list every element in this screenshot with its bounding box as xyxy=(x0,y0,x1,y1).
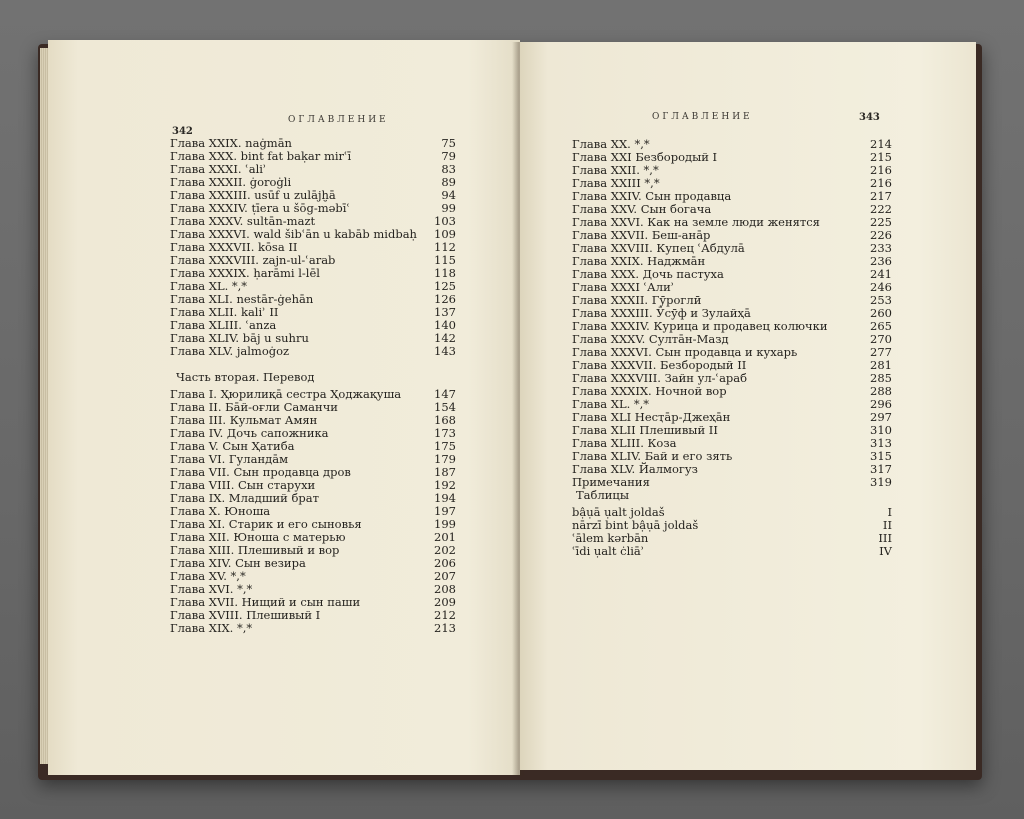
running-head: ОГЛАВЛЕНИЕ xyxy=(652,112,753,122)
entry-page: 216 xyxy=(870,163,892,177)
entry-title: Глава XII. Юноша с матерью xyxy=(170,530,346,544)
entry-page: 154 xyxy=(434,400,456,414)
entry-title: Глава XXXVII. kōsa II xyxy=(170,240,298,254)
entry-title: Глава XL. *,* xyxy=(170,279,248,293)
page-number: 343 xyxy=(859,112,880,123)
entry-title: Глава XXII. *,* xyxy=(572,163,659,177)
entry-title: Глава XXXVIII. zajn-ul-ʿarab xyxy=(170,253,336,267)
entry-title: Глава XXVIII. Купец ʿАбдулā xyxy=(572,241,745,255)
entry-page: 89 xyxy=(441,175,456,189)
part-title: Часть вторая. Перевод xyxy=(176,370,315,384)
entry-title: Глава XXX. bint fat baḳar mirʿī xyxy=(170,149,352,163)
entry-page: 296 xyxy=(870,397,892,411)
entry-title: Глава XXI Безбородый I xyxy=(572,150,718,164)
entry-page: 214 xyxy=(870,137,892,151)
entry-title: Глава XXXI ʿАлиʾ xyxy=(572,280,675,294)
entry-page: 246 xyxy=(870,280,892,294)
entry-title: Глава XLI. nestār-ġehān xyxy=(170,292,314,306)
entry-title: Глава XXXIV. ṭīera u šōg-məbīʿ xyxy=(170,201,351,215)
toc-entry xyxy=(170,345,456,358)
entry-page: 222 xyxy=(870,202,892,216)
entry-page: 281 xyxy=(870,358,892,372)
entry-title: Глава XIV. Сын везира xyxy=(170,556,306,570)
page-number: 342 xyxy=(172,126,193,137)
entry-title: nārzī bint bậụā joldaš xyxy=(572,518,699,532)
entry-page: 277 xyxy=(870,345,892,359)
entry-title: Глава XI. Старик и его сыновья xyxy=(170,517,362,531)
entry-page: 194 xyxy=(434,491,456,505)
entry-title: Глава XXXVI. Сын продавца и кухарь xyxy=(572,345,798,359)
entry-title: Глава XXXII. ġoroġli xyxy=(170,175,292,189)
entry-title: Глава XXV. Сын богача xyxy=(572,202,712,216)
toc-entries xyxy=(572,138,892,489)
entry-title: Глава XXIX. naġmān xyxy=(170,136,292,150)
entry-title: Глава XXXIX. Ночной вор xyxy=(572,384,727,398)
entry-title: Примечания xyxy=(572,475,650,489)
entry-title: Глава XXXIX. ḥarāmi l-lēl xyxy=(170,266,320,280)
entry-page: 137 xyxy=(434,305,456,319)
entry-page: 213 xyxy=(434,621,456,635)
entry-title: Глава XL. *,* xyxy=(572,397,650,411)
entry-page: 112 xyxy=(434,240,456,254)
entry-title: Глава XIII. Плешивый и вор xyxy=(170,543,340,557)
toc-entries-part-two xyxy=(170,388,456,635)
entry-title: Глава VIII. Сын старухи xyxy=(170,478,316,492)
entry-title: Глава XLIII. ʿanza xyxy=(170,318,277,332)
entry-page: 215 xyxy=(870,150,892,164)
entry-page: 201 xyxy=(434,530,456,544)
entry-page: I xyxy=(887,505,892,519)
entry-page: 313 xyxy=(870,436,892,450)
entry-page: 147 xyxy=(434,387,456,401)
entry-page: 317 xyxy=(870,462,892,476)
entry-page: 187 xyxy=(434,465,456,479)
entry-title: Глава XXXIII. usūf u zulājḫā xyxy=(170,188,336,202)
entry-page: 192 xyxy=(434,478,456,492)
toc-entry xyxy=(170,622,456,635)
toc-entry xyxy=(572,476,892,489)
entry-page: 143 xyxy=(434,344,456,358)
entry-title: Глава II. Бāй-оғли Саманчи xyxy=(170,400,338,414)
entry-title: ʿīdi ụalt ċliāʾ xyxy=(572,544,645,558)
running-head: ОГЛАВЛЕНИЕ xyxy=(288,115,389,125)
entry-title: Глава XV. *,* xyxy=(170,569,246,583)
entry-title: Глава X. Юноша xyxy=(170,504,271,518)
entry-page: 118 xyxy=(434,266,456,280)
entry-page: 319 xyxy=(870,475,892,489)
entry-page: 253 xyxy=(870,293,892,307)
entry-page: 310 xyxy=(870,423,892,437)
entry-title: Глава XVII. Нищий и сын паши xyxy=(170,595,361,609)
entry-page: 168 xyxy=(434,413,456,427)
entry-title: ʿālem kərbān xyxy=(572,531,649,545)
entry-title: Глава XXVII. Беш-анāр xyxy=(572,228,711,242)
entry-title: Глава XLIV. Бай и его зять xyxy=(572,449,733,463)
entry-title: Глава IV. Дочь сапожника xyxy=(170,426,329,440)
entry-title: Глава XVIII. Плешивый I xyxy=(170,608,321,622)
entry-title: Глава XLIII. Коза xyxy=(572,436,677,450)
entry-page: 212 xyxy=(434,608,456,622)
entry-page: 217 xyxy=(870,189,892,203)
entry-page: 202 xyxy=(434,543,456,557)
entry-page: 208 xyxy=(434,582,456,596)
entry-page: 175 xyxy=(434,439,456,453)
toc-tables xyxy=(572,506,892,558)
entry-title: Глава XVI. *,* xyxy=(170,582,253,596)
entry-title: Глава XX. *,* xyxy=(572,137,650,151)
entry-page: 94 xyxy=(441,188,456,202)
left-page xyxy=(48,40,520,775)
entry-title: Глава V. Сын Ҳатиба xyxy=(170,439,295,453)
entry-title: Глава XXX. Дочь пастуха xyxy=(572,267,724,281)
entry-title: Глава XXXV. sultān-mazt xyxy=(170,214,316,228)
entry-page: 126 xyxy=(434,292,456,306)
entry-page: 265 xyxy=(870,319,892,333)
entry-page: 236 xyxy=(870,254,892,268)
entry-page: 109 xyxy=(434,227,456,241)
toc-entry xyxy=(572,545,892,558)
entry-page: 99 xyxy=(441,201,456,215)
entry-title: Глава XLI Несҭāр-Джеҳāн xyxy=(572,410,731,424)
entry-title: Глава XLV. jalmoġoz xyxy=(170,344,290,358)
entry-page: 125 xyxy=(434,279,456,293)
entry-page: 241 xyxy=(870,267,892,281)
entry-title: Глава XXIV. Сын продавца xyxy=(572,189,732,203)
entry-title: Глава XXXVII. Безбородый II xyxy=(572,358,747,372)
entry-page: III xyxy=(878,531,892,545)
entry-title: Глава IX. Младший брат xyxy=(170,491,320,505)
entry-title: Глава XLII Плешивый II xyxy=(572,423,718,437)
entry-title: Глава XLIV. bāj u suhru xyxy=(170,331,309,345)
entry-title: Глава XXXIII. Ӯсӯф и Зулайҳā xyxy=(572,306,751,320)
entry-page: 270 xyxy=(870,332,892,346)
entry-title: Глава III. Кульмат Амян xyxy=(170,413,318,427)
entry-title: Глава XXIII *,* xyxy=(572,176,660,190)
entry-page: 206 xyxy=(434,556,456,570)
entry-page: 142 xyxy=(434,331,456,345)
entry-page: 79 xyxy=(441,149,456,163)
entry-page: IV xyxy=(879,544,892,558)
entry-page: 285 xyxy=(870,371,892,385)
entry-page: 260 xyxy=(870,306,892,320)
toc-entries xyxy=(170,137,456,358)
entry-title: Глава XXXIV. Курица и продавец колючки xyxy=(572,319,828,333)
entry-title: Глава VII. Сын продавца дров xyxy=(170,465,351,479)
entry-title: Глава XXXI. ʿaliʾ xyxy=(170,162,267,176)
entry-page: 288 xyxy=(870,384,892,398)
entry-page: 209 xyxy=(434,595,456,609)
entry-page: 297 xyxy=(870,410,892,424)
toc-left xyxy=(170,137,456,635)
entry-page: 226 xyxy=(870,228,892,242)
entry-page: II xyxy=(882,518,892,532)
entry-title: Глава XIX. *,* xyxy=(170,621,253,635)
entry-title: Глава I. Ҳюрилиқā сестра Ҳоджақуша xyxy=(170,387,402,401)
entry-title: Глава XXXVIII. Зайн ул-ʿараб xyxy=(572,371,748,385)
entry-page: 315 xyxy=(870,449,892,463)
right-page xyxy=(520,42,976,770)
entry-title: Глава XXVI. Как на земле люди женятся xyxy=(572,215,820,229)
entry-title: bậụā ụalt joldaš xyxy=(572,505,665,519)
entry-title: Глава XXXV. Султāн-Мазд xyxy=(572,332,729,346)
entry-title: Глава XXXVI. wald šibʿān u kabāb midbaḥ xyxy=(170,227,417,241)
entry-title: Глава VI. Гуландāм xyxy=(170,452,289,466)
entry-page: 216 xyxy=(870,176,892,190)
entry-title: Глава XXXII. Гӯроглӣ xyxy=(572,293,702,307)
entry-title: Глава XLV. Йалмогуз xyxy=(572,462,698,476)
entry-title: Глава XXIX. Наджмāн xyxy=(572,254,706,268)
tables-title: Таблицы xyxy=(576,488,629,502)
entry-page: 199 xyxy=(434,517,456,531)
entry-page: 197 xyxy=(434,504,456,518)
entry-page: 75 xyxy=(441,136,456,150)
entry-page: 83 xyxy=(441,162,456,176)
entry-page: 115 xyxy=(434,253,456,267)
entry-title: Глава XLII. kaliʾ II xyxy=(170,305,279,319)
entry-page: 207 xyxy=(434,569,456,583)
entry-page: 173 xyxy=(434,426,456,440)
entry-page: 103 xyxy=(434,214,456,228)
entry-page: 225 xyxy=(870,215,892,229)
entry-page: 140 xyxy=(434,318,456,332)
entry-page: 233 xyxy=(870,241,892,255)
toc-right xyxy=(572,138,892,558)
entry-page: 179 xyxy=(434,452,456,466)
